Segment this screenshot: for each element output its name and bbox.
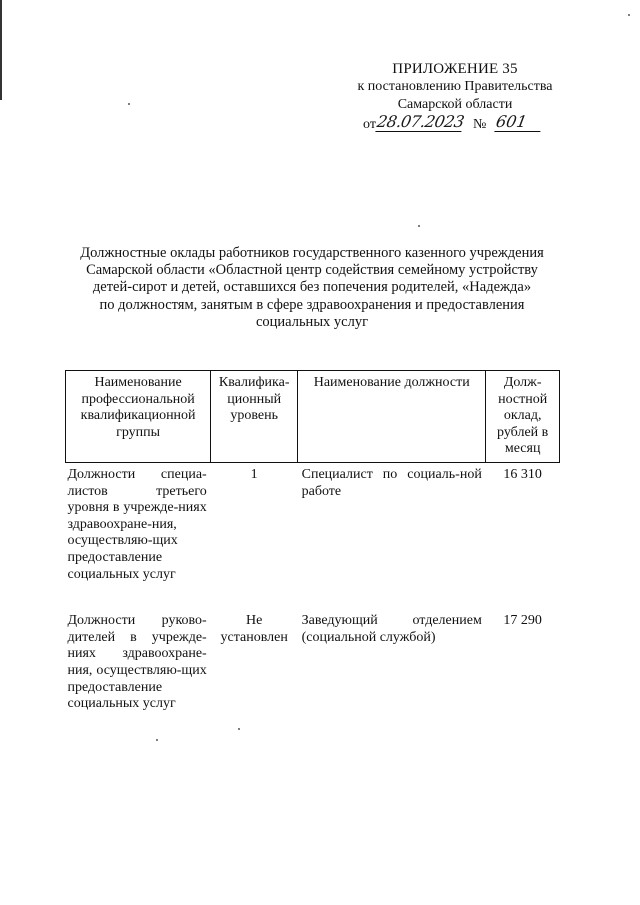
spacer-cell [298,583,486,609]
appendix-block [320,60,590,135]
heading-line-4: по должностям, занятым в сфере здравоохранения и предоставления [99,296,525,313]
scan-speck [128,103,130,105]
heading-line-1: Должностные оклады работников государственного казенного учреждения [80,245,544,261]
spacer-cell [211,583,298,609]
table-row-spacer [66,583,560,609]
handwritten-date: 28.07.2023 [375,112,466,131]
header-position: Наименование должности [298,371,486,463]
table-row [66,609,560,713]
heading-line-3: детей-сирот и детей, оставшихся без попечения родителей, «Надежда» [92,279,532,296]
cell-group: Должности специа-листов третьего уровня в учрежде-ниях здравоохране-ния, осуществляю-щих предоставление социальных услуг [67,466,207,582]
appendix-line-2: Самарской области [397,97,513,112]
cell-group: Должности руково-дителей в учрежде-ниях здравоохране-ния, осуществляю-щих предоставление социальных услуг [67,613,207,712]
scan-speck [418,225,420,227]
spacer-cell [486,583,560,609]
cell-level: 1 [250,466,258,482]
spacer-cell [66,583,211,609]
salary-table [65,370,560,713]
cell-salary: 16 310 [503,466,542,482]
table-header-row [66,371,560,463]
cell-level: Не установлен [220,613,288,645]
heading-line-5: социальных услуг [255,313,369,330]
scan-edge-line [0,0,2,100]
appendix-title: ПРИЛОЖЕНИЕ 35 [392,61,518,77]
document-heading [62,245,562,331]
cell-position: Заведующий отделением (социальной службой) [301,613,482,645]
number-sign: № [473,117,487,132]
header-salary: Долж-ностной оклад, рублей в месяц [486,371,560,463]
scan-speck [156,739,158,741]
header-group: Наименование профессиональной квалификационной группы [66,371,211,463]
date-prefix: от [363,117,376,132]
scan-speck [628,14,630,16]
appendix-line-1: к постановлению Правительства [357,79,553,94]
appendix-date-line [320,112,590,135]
cell-position: Специалист по социаль-ной работе [301,466,482,499]
heading-line-2: Самарской области «Областной центр содействия семейному устройству [86,262,538,279]
cell-salary: 17 290 [503,613,542,629]
scan-speck [238,728,240,730]
header-level: Квалифика-ционный уровень [211,371,298,463]
table-row [66,462,560,583]
handwritten-number: 601 [494,113,543,132]
